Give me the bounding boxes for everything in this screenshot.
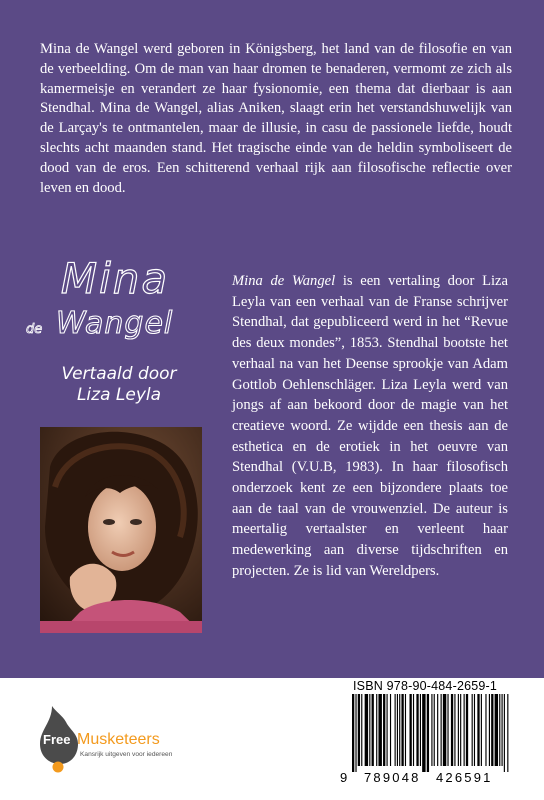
barcode-bar <box>383 694 385 766</box>
barcode-bar <box>352 694 354 772</box>
barcode-bar <box>447 694 448 766</box>
publisher-name-part2: Musketeers <box>77 731 160 748</box>
barcode-bar <box>443 694 446 766</box>
barcode-bar <box>466 694 468 766</box>
barcode-bar <box>405 694 406 766</box>
title-sub: Wangel <box>56 306 174 341</box>
barcode-bar <box>464 694 465 766</box>
barcode-bar <box>499 694 500 766</box>
author-bio <box>232 271 508 582</box>
dot-icon <box>53 762 64 773</box>
barcode-bar <box>474 694 475 766</box>
barcode-bar <box>477 694 479 766</box>
barcode-bar <box>491 694 493 766</box>
barcode-bar <box>502 694 503 766</box>
barcode-bar <box>401 694 403 766</box>
title-de: de <box>26 322 43 337</box>
barcode-bar <box>387 694 388 766</box>
barcode-bar <box>472 694 473 766</box>
barcode-bar <box>410 694 412 766</box>
translator-credit-line1: Vertaald door <box>61 364 177 384</box>
translator-credit <box>30 364 208 406</box>
publisher-tagline: Kansrijk uitgeven voor iedereen <box>80 751 173 758</box>
barcode-bar <box>507 694 508 772</box>
barcode-bar <box>441 694 442 766</box>
barcode-bar <box>504 694 505 772</box>
barcode-bar <box>361 694 362 766</box>
barcode-bar <box>427 694 429 772</box>
barcode-bar <box>416 694 418 766</box>
barcode-bar <box>451 694 453 766</box>
barcode-bar <box>431 694 432 766</box>
publisher-name-part1: Free <box>43 732 71 747</box>
isbn-barcode <box>338 694 514 784</box>
barcode-bar <box>399 694 400 766</box>
barcode-bar <box>395 694 396 766</box>
barcode-bar <box>481 694 482 766</box>
barcode-bar <box>420 694 421 766</box>
blurb-text: Mina de Wangel werd geboren in Königsberg, het land van de filosofie en van de verbeelding. Om de man van haar dromen te benaderen, vermomt ze zich als kamermeisje en verandert ze haar fysionomie, een thema dat dierbaar is aan Stendhal. Mina de Wangel, alias Aniken, slaagt erin het verstandshuwelijk van de Larçay's te ontmantelen, maar de illusie, in casu de passionele liefde, houdt slechts acht maanden stand. Het tragische einde van de heldin symboliseert de dood van de eros. Een schitterend verhaal rijk aan filosofische reflectie over leven en dood. <box>40 41 512 196</box>
barcode-bar <box>376 694 377 766</box>
barcode-bar <box>437 694 438 766</box>
barcode-bar <box>390 694 391 766</box>
barcode-bar <box>485 694 486 766</box>
barcode-bar <box>422 694 425 772</box>
bio-title-italic: Mina de Wangel <box>232 273 336 289</box>
barcode-bar <box>460 694 461 766</box>
translator-credit-line2: Liza Leyla <box>76 385 162 405</box>
barcode-bar <box>397 694 398 766</box>
barcode-bar <box>365 694 368 766</box>
bio-text: is een vertaling door Liza Leyla van een verhaal van de Franse schrijver Stendhal, dat gepubliceerd werd in het “Revue des deux mondes”, 1853. Stendhal bootste het verhaal na van het Deense sprookje van Adam Gottlob Oehlenschläger. Liza Leyla werd van jongs af aan bekoord door de magie van het creatieve woord. Ze wijdde een thesis aan de esthetica en de erotiek in het oeuvre van Stendhal (V.U.B, 1983). In haar filosofisch onderzoek kent ze een bijzondere plaats toe aan de taal van de vrouwenziel. De auteur is meertalig vertaalster en verleent haar medewerking aan diverse tijdschriften en projecten. Ze is lid van Wereldpers. <box>232 273 508 579</box>
barcode-bar <box>369 694 370 766</box>
barcode-bar <box>489 694 490 766</box>
barcode-bar <box>358 694 360 766</box>
barcode-bar <box>413 694 414 766</box>
barcode-bar <box>355 694 356 772</box>
barcode-bar <box>372 694 374 766</box>
barcode-bar <box>454 694 455 766</box>
barcode-bar <box>458 694 459 766</box>
barcode-bar <box>495 694 498 766</box>
publisher-logo <box>40 700 210 780</box>
barcode-digits-left: 789048 <box>364 770 421 784</box>
title-main: Mina <box>60 254 170 303</box>
barcode-bar <box>434 694 435 766</box>
barcode-digit-first: 9 <box>340 770 348 784</box>
barcode-digits-right: 426591 <box>436 770 493 784</box>
isbn-label: ISBN 978-90-484-2659-1 <box>353 679 498 693</box>
author-photo <box>40 427 202 633</box>
barcode-bar <box>378 694 381 766</box>
